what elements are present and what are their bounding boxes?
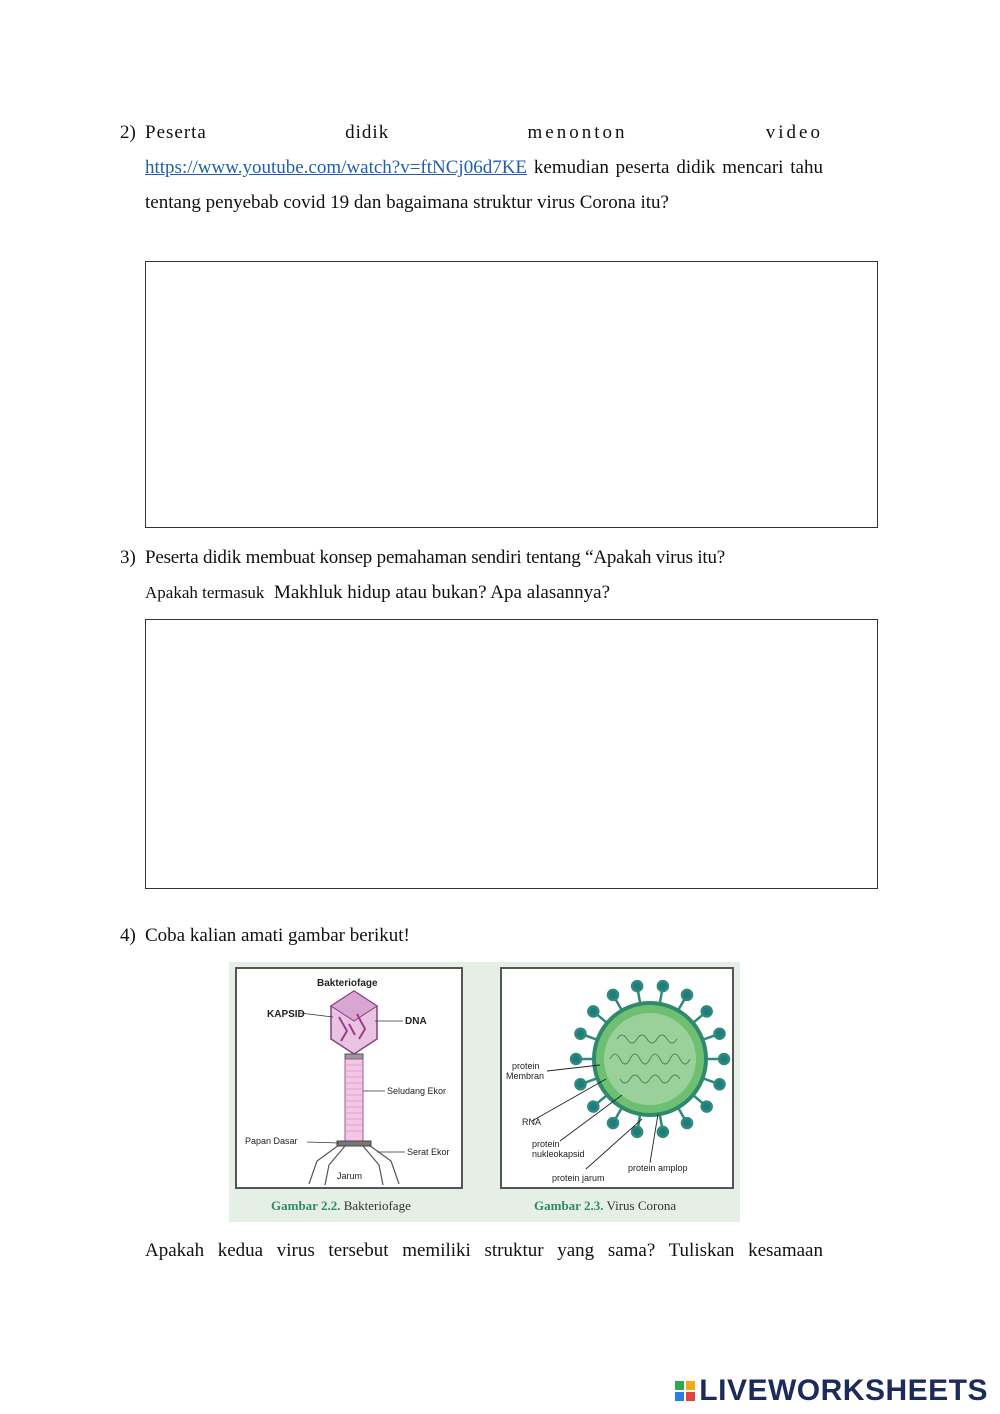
label-protein-jarum: protein jarum: [552, 1173, 605, 1183]
question-4: [120, 918, 823, 953]
question-3-line2: [145, 575, 823, 610]
question-3-text-small: Apakah termasuk: [145, 583, 265, 602]
question-2-text: kemudian peserta didik mencari tahu tentang penyebab covid 19 dan bagaimana struktur virus Corona itu?: [145, 157, 823, 213]
label-protein-nukleokapsid: protein: [532, 1139, 560, 1149]
spike-head: [575, 1029, 585, 1039]
caption-text: Bakteriofage: [343, 1198, 411, 1213]
logo-square: [675, 1381, 684, 1390]
question-3-line1: Peserta didik membuat konsep pemahaman sendiri tentang “Apakah virus itu?: [145, 547, 726, 568]
question-number: 2): [120, 122, 136, 143]
logo-square: [686, 1392, 695, 1401]
label-protein-membran-2: Membran: [506, 1071, 545, 1081]
question-number: 3): [120, 547, 136, 568]
spike-head: [715, 1079, 725, 1089]
label-protein-amplop: protein amplop: [628, 1163, 688, 1173]
spike-head: [571, 1054, 581, 1064]
spike-head: [702, 1006, 712, 1016]
corona-panel: [500, 967, 734, 1189]
caption-label: Gambar 2.3.: [534, 1198, 604, 1213]
spike-head: [632, 981, 642, 991]
bacteriophage-title: Bakteriofage: [317, 978, 378, 989]
spike-head: [608, 1118, 618, 1128]
logo-text: LIVEWORKSHEETS: [699, 1374, 988, 1407]
caption-label: Gambar 2.2.: [271, 1198, 341, 1213]
spike-head: [682, 1118, 692, 1128]
spike-head: [632, 1127, 642, 1137]
spike-head: [588, 1102, 598, 1112]
question-2: [120, 115, 823, 220]
bacteriophage-diagram: [237, 969, 465, 1191]
label-kapsid: KAPSID: [267, 1009, 305, 1020]
virus-figure: [229, 962, 740, 1222]
logo-square: [675, 1392, 684, 1401]
word: video: [765, 122, 823, 143]
caption-bacteriophage: [271, 1198, 411, 1214]
caption-corona: [534, 1198, 676, 1214]
answer-box-q3[interactable]: [145, 619, 878, 889]
word: Peserta: [145, 122, 207, 143]
spike-head: [702, 1102, 712, 1112]
logo-icon: [675, 1381, 695, 1401]
question-3: [120, 540, 823, 610]
spike-head: [575, 1079, 585, 1089]
label-rna: RNA: [522, 1117, 542, 1127]
tail-sheath: [345, 1059, 363, 1141]
word: didik: [345, 122, 390, 143]
youtube-link[interactable]: https://www.youtube.com/watch?v=ftNCj06d7KE: [145, 157, 528, 178]
corona-diagram: [502, 969, 736, 1191]
base-plate: [337, 1141, 371, 1146]
label-protein-membran: protein: [512, 1061, 540, 1071]
spike-head: [658, 981, 668, 991]
label-seludang-ekor: Seludang Ekor: [387, 1086, 447, 1096]
liveworksheets-logo: [675, 1374, 988, 1408]
label-papan-dasar: Papan Dasar: [245, 1136, 298, 1146]
spike-head: [682, 990, 692, 1000]
question-number: 4): [120, 925, 136, 946]
spike-head: [608, 990, 618, 1000]
question-2-body: [145, 150, 823, 220]
question-4-text: Coba kalian amati gambar berikut!: [145, 925, 410, 946]
answer-box-q2[interactable]: [145, 261, 878, 528]
spike-head: [715, 1029, 725, 1039]
label-protein-nukleokapsid-2: nukleokapsid: [532, 1149, 585, 1159]
label-jarum: Jarum: [337, 1171, 363, 1181]
logo-square: [686, 1381, 695, 1390]
label-dna: DNA: [405, 1016, 427, 1027]
question-4-followup: Apakah kedua virus tersebut memiliki struktur yang sama? Tuliskan kesamaan: [145, 1240, 823, 1261]
question-2-line1: [145, 115, 823, 150]
spike-head: [719, 1054, 729, 1064]
word: menonton: [527, 122, 628, 143]
label-serat-ekor: Serat Ekor: [407, 1147, 450, 1157]
spike-head: [658, 1127, 668, 1137]
bacteriophage-panel: [235, 967, 463, 1189]
caption-text: Virus Corona: [606, 1198, 677, 1213]
spike-head: [588, 1006, 598, 1016]
question-3-text: Makhluk hidup atau bukan? Apa alasannya?: [273, 582, 611, 603]
